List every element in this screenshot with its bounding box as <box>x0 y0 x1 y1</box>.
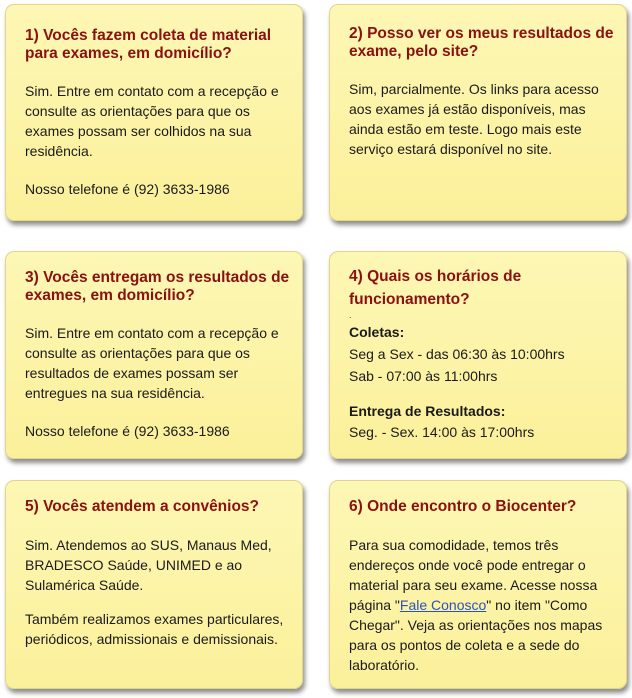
faq-answer-5: Sim. Atendemos ao SUS, Manaus Med, BRADESCO Saúde, UNIMED e ao Sulamérica Saúde. <box>25 537 272 593</box>
faq-phone-3: Nosso telefone é (92) 3633-1986 <box>25 423 230 439</box>
faq-question-1: 1) Vocês fazem coleta de material para exames, em domicílio? <box>25 27 272 62</box>
faq-question-5: 5) Vocês atendem a convênios? <box>25 498 260 515</box>
faq-answer-1: Sim. Entre em contato com a recepção e consulte as orientações para que os exames possam ser colhidos na sua residência. <box>25 83 279 159</box>
stray-dot: . <box>349 310 352 320</box>
faq-card-3 <box>5 251 303 459</box>
collections-label: Coletas: <box>349 324 405 340</box>
collections-weekdays: Seg a Sex - das 06:30 às 10:00hrs <box>349 346 565 362</box>
faq-question-4: 4) Quais os horários de funcionamento? <box>349 268 522 308</box>
faq-question-3: 3) Vocês entregam os resultados de exames, em domicílio? <box>25 269 290 304</box>
faq-question-2: 2) Posso ver os meus resultados de exame, pelo site? <box>349 25 614 60</box>
faq-extra-5: Também realizamos exames particulares, periódicos, admissionais e demissionais. <box>25 611 284 647</box>
faq-card-4 <box>329 251 627 459</box>
fale-conosco-link[interactable]: Fale Conosco <box>399 597 487 613</box>
results-hours: Seg. - Sex. 14:00 às 17:00hrs <box>349 424 535 440</box>
results-label: Entrega de Resultados: <box>349 403 506 419</box>
faq-card-5 <box>5 480 303 689</box>
faq-answer-6-part-2: " no item "Como Chegar". Veja as orientações nos mapas para os pontos de coleta e a sede do laboratório. <box>349 597 603 673</box>
faq-card-2 <box>329 4 627 221</box>
faq-phone-1: Nosso telefone é (92) 3633-1986 <box>25 181 230 197</box>
faq-answer-2: Sim, parcialmente. Os links para acesso aos exames já estão disponíveis, mas ainda estão em teste. Logo mais este serviço estará disponível no site. <box>349 81 599 157</box>
faq-card-1 <box>5 4 303 221</box>
faq-question-6: 6) Onde encontro o Biocenter? <box>349 498 577 515</box>
faq-answer-3: Sim. Entre em contato com a recepção e consulte as orientações para que os resultados de exames possam ser entregues na sua residência. <box>25 325 279 401</box>
faq-card-6 <box>329 480 627 689</box>
faq-answer-6 <box>349 535 614 675</box>
faq-answer-6-part-1: Para sua comodidade, temos três endereços onde você pode entregar o material para seu exame. Acesse nossa página " <box>349 537 598 613</box>
collections-saturday: Sab - 07:00 às 11:00hrs <box>349 368 498 384</box>
